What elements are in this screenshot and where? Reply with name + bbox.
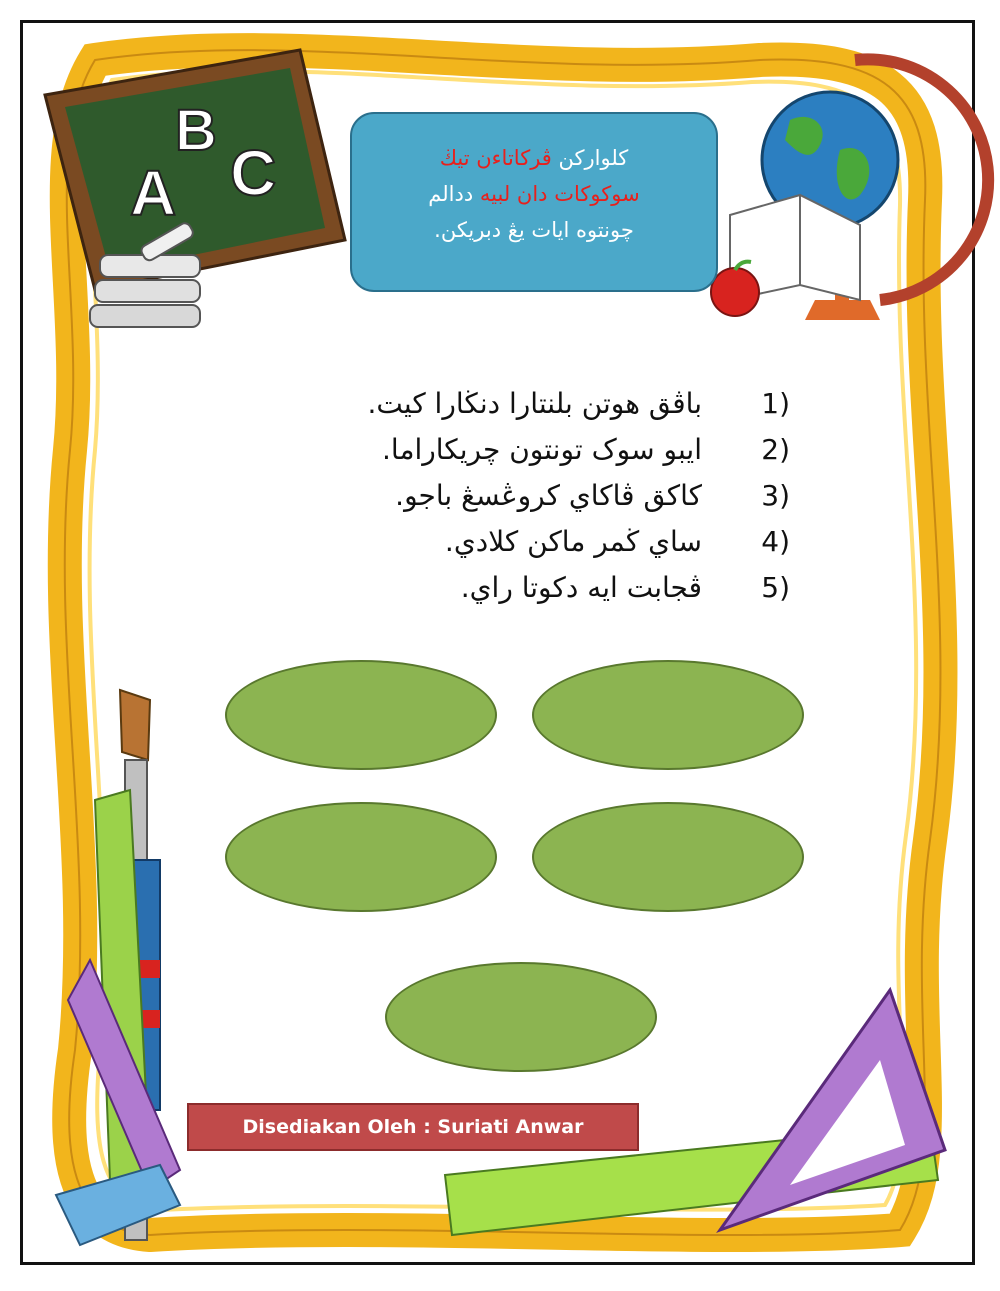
instruction-text: ددالم (428, 182, 474, 206)
chalkboard-letter-b: B (175, 98, 217, 163)
chalkboard-illustration (45, 50, 345, 327)
chalkboard-letter-a: A (130, 157, 177, 229)
list-item (290, 564, 790, 610)
item-sentence: ايبو سوک تونتون چريكاراما. (382, 432, 702, 466)
answer-drop-zone-3[interactable] (225, 802, 497, 912)
item-sentence: ڤجابت ايه دكوتا راي. (460, 570, 702, 604)
instruction-box (350, 112, 718, 292)
answer-drop-zone-2[interactable] (532, 660, 804, 770)
answer-drop-zone-5[interactable] (385, 962, 657, 1072)
answer-drop-zone-1[interactable] (225, 660, 497, 770)
item-number: 2) (761, 432, 790, 466)
answer-drop-zone-4[interactable] (532, 802, 804, 912)
item-sentence: باڤق هوتن بلنتارا دنڬارا كيت. (367, 386, 702, 420)
instruction-line-1 (352, 140, 716, 176)
list-item (290, 518, 790, 564)
instruction-highlight: دان لبيه (479, 182, 548, 206)
list-item (290, 380, 790, 426)
sentence-list (290, 380, 790, 610)
list-item (290, 472, 790, 518)
instruction-highlight: ڤركاتاءن تيڬ (439, 146, 552, 170)
instruction-line-3: چونتوه ايات يڠ دبريكن. (434, 218, 634, 242)
item-sentence: ساي ڬمر ماكن كلادي. (444, 524, 702, 558)
item-number: 1) (761, 386, 790, 420)
credit-banner: Disediakan Oleh : Suriati Anwar (187, 1103, 639, 1151)
chalkboard-letter-c: C (230, 137, 277, 209)
item-sentence: كاكق ڤاكاي كروڠسڠ باجو. (395, 478, 702, 512)
instruction-highlight: سوكوكات (554, 182, 640, 206)
item-number: 4) (761, 524, 790, 558)
item-number: 3) (761, 478, 790, 512)
instruction-text: كلواركن (558, 146, 629, 170)
instruction-line-2 (352, 176, 716, 212)
list-item (290, 426, 790, 472)
item-number: 5) (761, 570, 790, 604)
